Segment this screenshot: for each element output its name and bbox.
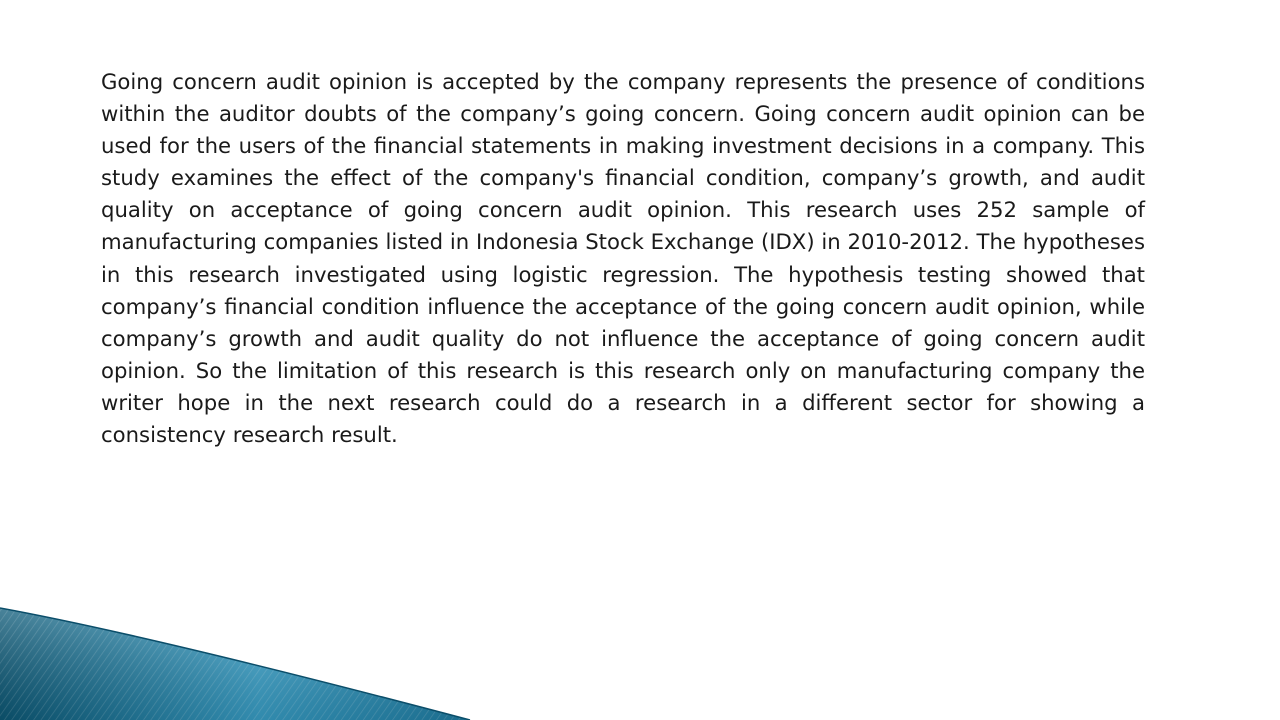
- corner-wave-decoration: [0, 600, 480, 720]
- wave-shade: [0, 608, 470, 720]
- abstract-paragraph: Going concern audit opinion is accepted by the company represents the presence of conditions within the auditor doubts of the company’s going concern. Going concern audit opinion can be used for the users of the financial statements in making investment decisions in a company. This study examines the effect of the company's financial condition, company’s growth, and audit quality on acceptance of going concern audit opinion. This research uses 252 sample of manufacturing companies listed in Indonesia Stock Exchange (IDX) in 2010-2012. The hypotheses in this research investigated using logistic regression. The hypothesis testing showed that company’s financial condition influence the acceptance of the going concern audit opinion, while company’s growth and audit quality do not influence the acceptance of going concern audit opinion. So the limitation of this research is this research only on manufacturing company the writer hope in the next research could do a research in a different sector for showing a consistency research result.: [101, 69, 1145, 448]
